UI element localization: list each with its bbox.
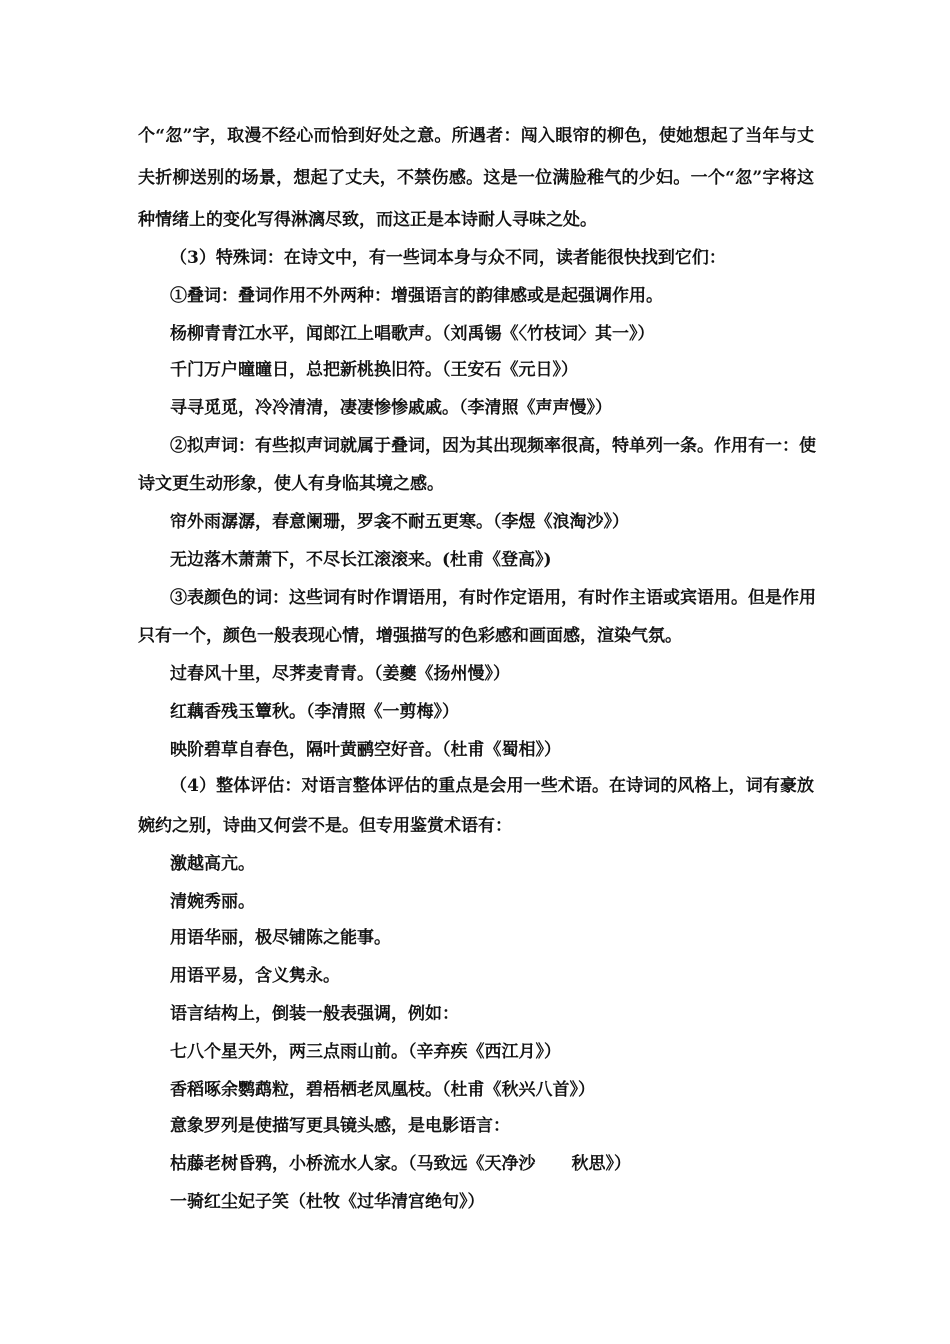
example-line: 映阶碧草自春色，隔叶黄鹂空好音。（杜甫《蜀相》）	[170, 740, 561, 760]
section-heading: （4）整体评估：对语言整体评估的重点是会用一些术语。在诗词的风格上，词有豪放	[170, 776, 814, 796]
term-line: 清婉秀丽。	[170, 892, 255, 912]
term-line: 用语华丽，极尽铺陈之能事。	[170, 928, 391, 948]
term-line: 意象罗列是使描写更具镜头感，是电影语言：	[170, 1116, 510, 1136]
section-heading: （3）特殊词：在诗文中，有一些词本身与众不同，读者能很快找到它们：	[170, 248, 726, 268]
paragraph-line: 只有一个，颜色一般表现心情，增强描写的色彩感和画面感，渲染气氛。	[138, 626, 682, 646]
example-line-part: 枯藤老树昏鸦，小桥流水人家。（马致远《天净沙	[170, 1154, 536, 1174]
example-line: 帘外雨潺潺，春意阑珊，罗衾不耐五更寒。（李煜《浪淘沙》）	[170, 512, 629, 532]
example-line: 一骑红尘妃子笑（杜牧《过华清宫绝句》）	[170, 1192, 485, 1212]
example-line: 千门万户曈曈日，总把新桃换旧符。（王安石《元日》）	[170, 360, 578, 380]
paragraph-line: 种情绪上的变化写得淋漓尽致，而这正是本诗耐人寻味之处。	[138, 210, 597, 230]
example-line	[170, 1151, 846, 1177]
subsection-heading: ②拟声词：有些拟声词就属于叠词，因为其出现频率很高，特单列一条。作用有一：使	[170, 436, 816, 456]
subsection-heading: ①叠词：叠词作用不外两种：增强语言的韵律感或是起强调作用。	[170, 286, 663, 306]
example-line: 红藕香残玉簟秋。（李清照《一剪梅》）	[170, 702, 459, 722]
example-line-part: 秋思》）	[571, 1154, 631, 1174]
example-line: 过春风十里，尽荠麦青青。（姜夔《扬州慢》）	[170, 664, 510, 684]
paragraph-line: 诗文更生动形象，使人有身临其境之感。	[138, 474, 444, 494]
example-line: 寻寻觅觅，冷冷清清，凄凄惨惨戚戚。（李清照《声声慢》）	[170, 398, 612, 418]
paragraph-line: 个“忽”字，取漫不经心而恰到好处之意。所遇者：闯入眼帘的柳色，使她想起了当年与丈	[138, 126, 814, 146]
example-line: 香稻啄余鹦鹉粒，碧梧栖老凤凰枝。（杜甫《秋兴八首》）	[170, 1080, 595, 1100]
paragraph-line: 婉约之别，诗曲又何尝不是。但专用鉴赏术语有：	[138, 816, 512, 836]
subsection-heading: ③表颜色的词：这些词有时作谓语用，有时作定语用，有时作主语或宾语用。但是作用	[170, 588, 816, 608]
term-line: 用语平易，含义隽永。	[170, 966, 340, 986]
term-line: 语言结构上，倒装一般表强调，例如：	[170, 1004, 459, 1024]
example-line: 七八个星天外，两三点雨山前。（辛弃疾《西江月》）	[170, 1042, 561, 1062]
example-line: 杨柳青青江水平，闻郎江上唱歌声。（刘禹锡《〈竹枝词〉其一》）	[170, 324, 655, 344]
term-line: 激越高亢。	[170, 854, 255, 874]
paragraph-line: 夫折柳送别的场景，想起了丈夫，不禁伤感。这是一位满脸稚气的少妇。一个“忽”字将这	[138, 168, 814, 188]
example-line: 无边落木萧萧下，不尽长江滚滚来。(杜甫《登高》)	[170, 550, 552, 570]
